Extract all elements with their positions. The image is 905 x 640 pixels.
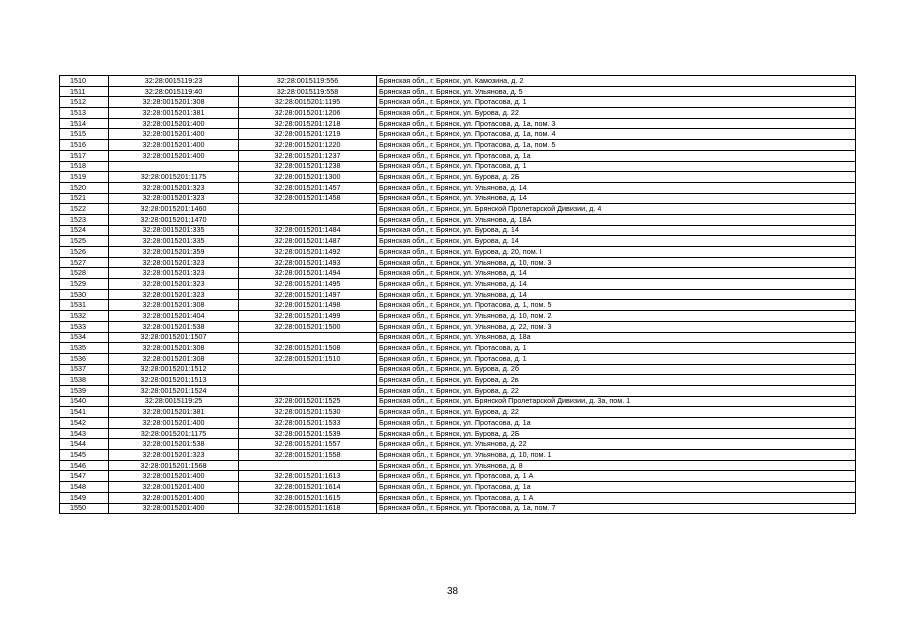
table-row: [60, 204, 856, 215]
land-cadastral-number-cell: [109, 161, 239, 172]
row-number-cell: 1510: [60, 76, 109, 87]
address-cell: Брянская обл., г. Брянск, ул. Протасова, д. 1а: [377, 482, 856, 493]
row-number-cell: 1513: [60, 108, 109, 119]
land-cadastral-number-cell: 32:28:0015119:25: [109, 396, 239, 407]
building-cadastral-number-cell: 32:28:0015201:1195: [239, 97, 377, 108]
row-number-cell: 1528: [60, 268, 109, 279]
land-cadastral-number-cell: 32:28:0015201:1470: [109, 214, 239, 225]
row-number-cell: 1548: [60, 482, 109, 493]
land-cadastral-number-cell: 32:28:0015201:323: [109, 289, 239, 300]
land-cadastral-number-cell: 32:28:0015201:323: [109, 257, 239, 268]
building-cadastral-number-cell: [239, 214, 377, 225]
table-row: [60, 279, 856, 290]
land-cadastral-number-cell: 32:28:0015201:400: [109, 492, 239, 503]
table-row: [60, 129, 856, 140]
table-row: [60, 257, 856, 268]
table-row: [60, 428, 856, 439]
land-cadastral-number-cell: 32:28:0015201:538: [109, 321, 239, 332]
row-number-cell: 1542: [60, 418, 109, 429]
land-cadastral-number-cell: 32:28:0015201:323: [109, 279, 239, 290]
row-number-cell: 1544: [60, 439, 109, 450]
building-cadastral-number-cell: [239, 460, 377, 471]
land-cadastral-number-cell: 32:28:0015201:1175: [109, 172, 239, 183]
building-cadastral-number-cell: [239, 204, 377, 215]
table-row: [60, 140, 856, 151]
address-cell: Брянская обл., г. Брянск, ул. Бурова, д. 14: [377, 225, 856, 236]
address-cell: Брянская обл., г. Брянск, ул. Ульянова, д. 14: [377, 193, 856, 204]
row-number-cell: 1519: [60, 172, 109, 183]
land-cadastral-number-cell: 32:28:0015201:323: [109, 193, 239, 204]
building-cadastral-number-cell: [239, 332, 377, 343]
address-cell: Брянская обл., г. Брянск, ул. Протасова, д. 1а: [377, 150, 856, 161]
table-row: [60, 118, 856, 129]
table-row: [60, 407, 856, 418]
row-number-cell: 1515: [60, 129, 109, 140]
table-row: [60, 460, 856, 471]
land-cadastral-number-cell: 32:28:0015201:1568: [109, 460, 239, 471]
address-cell: Брянская обл., г. Брянск, ул. Ульянова, д. 18а: [377, 332, 856, 343]
row-number-cell: 1535: [60, 343, 109, 354]
table-row: [60, 268, 856, 279]
building-cadastral-number-cell: 32:28:0015201:1508: [239, 343, 377, 354]
row-number-cell: 1520: [60, 182, 109, 193]
address-cell: Брянская обл., г. Брянск, ул. Ульянова, д. 14: [377, 268, 856, 279]
land-cadastral-number-cell: 32:28:0015201:308: [109, 300, 239, 311]
row-number-cell: 1532: [60, 311, 109, 322]
land-cadastral-number-cell: 32:28:0015201:323: [109, 268, 239, 279]
address-cell: Брянская обл., г. Брянск, ул. Ульянова, д. 14: [377, 289, 856, 300]
building-cadastral-number-cell: 32:28:0015201:1618: [239, 503, 377, 514]
building-cadastral-number-cell: [239, 364, 377, 375]
building-cadastral-number-cell: 32:28:0015201:1613: [239, 471, 377, 482]
table-row: [60, 321, 856, 332]
building-cadastral-number-cell: [239, 375, 377, 386]
land-cadastral-number-cell: 32:28:0015201:400: [109, 418, 239, 429]
land-cadastral-number-cell: 32:28:0015201:404: [109, 311, 239, 322]
address-cell: Брянская обл., г. Брянск, ул. Ульянова, д. 5: [377, 86, 856, 97]
building-cadastral-number-cell: 32:28:0015201:1494: [239, 268, 377, 279]
row-number-cell: 1537: [60, 364, 109, 375]
address-cell: Брянская обл., г. Брянск, ул. Протасова, д. 1а, пом. 7: [377, 503, 856, 514]
table-row: [60, 108, 856, 119]
building-cadastral-number-cell: 32:28:0015201:1558: [239, 450, 377, 461]
table-row: [60, 332, 856, 343]
address-cell: Брянская обл., г. Брянск, ул. Бурова, д. 14: [377, 236, 856, 247]
table-row: [60, 439, 856, 450]
land-cadastral-number-cell: 32:28:0015201:323: [109, 182, 239, 193]
page-number: 38: [446, 586, 459, 597]
row-number-cell: 1545: [60, 450, 109, 461]
table-row: [60, 418, 856, 429]
property-register-table: [59, 75, 856, 514]
address-cell: Брянская обл., г. Брянск, ул. Бурова, д. 2Б: [377, 172, 856, 183]
row-number-cell: 1514: [60, 118, 109, 129]
address-cell: Брянская обл., г. Брянск, ул. Ульянова, д. 10, пом. 3: [377, 257, 856, 268]
row-number-cell: 1540: [60, 396, 109, 407]
address-cell: Брянская обл., г. Брянск, ул. Протасова, д. 1а, пом. 5: [377, 140, 856, 151]
row-number-cell: 1534: [60, 332, 109, 343]
building-cadastral-number-cell: 32:28:0015119:556: [239, 76, 377, 87]
building-cadastral-number-cell: 32:28:0015201:1219: [239, 129, 377, 140]
land-cadastral-number-cell: 32:28:0015201:335: [109, 236, 239, 247]
table-row: [60, 385, 856, 396]
land-cadastral-number-cell: 32:28:0015201:323: [109, 450, 239, 461]
building-cadastral-number-cell: [239, 385, 377, 396]
table-row: [60, 364, 856, 375]
land-cadastral-number-cell: 32:28:0015201:1513: [109, 375, 239, 386]
land-cadastral-number-cell: 32:28:0015201:335: [109, 225, 239, 236]
row-number-cell: 1547: [60, 471, 109, 482]
row-number-cell: 1529: [60, 279, 109, 290]
row-number-cell: 1541: [60, 407, 109, 418]
land-cadastral-number-cell: 32:28:0015201:538: [109, 439, 239, 450]
table-row: [60, 236, 856, 247]
row-number-cell: 1518: [60, 161, 109, 172]
building-cadastral-number-cell: 32:28:0015201:1533: [239, 418, 377, 429]
address-cell: Брянская обл., г. Брянск, ул. Протасова, д. 1: [377, 97, 856, 108]
address-cell: Брянская обл., г. Брянск, ул. Протасова, д. 1: [377, 353, 856, 364]
building-cadastral-number-cell: 32:28:0015201:1499: [239, 311, 377, 322]
land-cadastral-number-cell: 32:28:0015119:23: [109, 76, 239, 87]
row-number-cell: 1533: [60, 321, 109, 332]
land-cadastral-number-cell: 32:28:0015201:381: [109, 407, 239, 418]
row-number-cell: 1527: [60, 257, 109, 268]
building-cadastral-number-cell: 32:28:0015201:1557: [239, 439, 377, 450]
building-cadastral-number-cell: 32:28:0015201:1487: [239, 236, 377, 247]
address-cell: Брянская обл., г. Брянск, ул. Брянской Пролетарской Дивизии, д. 4: [377, 204, 856, 215]
building-cadastral-number-cell: 32:28:0015201:1525: [239, 396, 377, 407]
table-row: [60, 492, 856, 503]
building-cadastral-number-cell: 32:28:0015201:1238: [239, 161, 377, 172]
land-cadastral-number-cell: 32:28:0015201:400: [109, 118, 239, 129]
land-cadastral-number-cell: 32:28:0015201:1512: [109, 364, 239, 375]
address-cell: Брянская обл., г. Брянск, ул. Протасова, д. 1: [377, 343, 856, 354]
row-number-cell: 1516: [60, 140, 109, 151]
land-cadastral-number-cell: 32:28:0015119:40: [109, 86, 239, 97]
address-cell: Брянская обл., г. Брянск, ул. Бурова, д. 20, пом. I: [377, 247, 856, 258]
building-cadastral-number-cell: 32:28:0015201:1457: [239, 182, 377, 193]
address-cell: Брянская обл., г. Брянск, ул. Ульянова, д. 18А: [377, 214, 856, 225]
table-row: [60, 353, 856, 364]
land-cadastral-number-cell: 32:28:0015201:308: [109, 353, 239, 364]
table-row: [60, 97, 856, 108]
table-row: [60, 375, 856, 386]
address-cell: Брянская обл., г. Брянск, ул. Брянской Пролетарской Дивизии, д. 3а, пом. 1: [377, 396, 856, 407]
building-cadastral-number-cell: 32:28:0015201:1510: [239, 353, 377, 364]
land-cadastral-number-cell: 32:28:0015201:400: [109, 482, 239, 493]
land-cadastral-number-cell: 32:28:0015201:400: [109, 140, 239, 151]
row-number-cell: 1511: [60, 86, 109, 97]
address-cell: Брянская обл., г. Брянск, ул. Ульянова, д. 14: [377, 182, 856, 193]
row-number-cell: 1538: [60, 375, 109, 386]
land-cadastral-number-cell: 32:28:0015201:400: [109, 150, 239, 161]
building-cadastral-number-cell: 32:28:0015119:558: [239, 86, 377, 97]
row-number-cell: 1531: [60, 300, 109, 311]
row-number-cell: 1546: [60, 460, 109, 471]
building-cadastral-number-cell: 32:28:0015201:1206: [239, 108, 377, 119]
address-cell: Брянская обл., г. Брянск, ул. Камозина, д. 2: [377, 76, 856, 87]
building-cadastral-number-cell: 32:28:0015201:1218: [239, 118, 377, 129]
land-cadastral-number-cell: 32:28:0015201:308: [109, 97, 239, 108]
table-row: [60, 182, 856, 193]
address-cell: Брянская обл., г. Брянск, ул. Протасова, д. 1а, пом. 4: [377, 129, 856, 140]
row-number-cell: 1539: [60, 385, 109, 396]
address-cell: Брянская обл., г. Брянск, ул. Бурова, д. 22: [377, 108, 856, 119]
land-cadastral-number-cell: 32:28:0015201:308: [109, 343, 239, 354]
table-row: [60, 471, 856, 482]
land-cadastral-number-cell: 32:28:0015201:359: [109, 247, 239, 258]
building-cadastral-number-cell: 32:28:0015201:1614: [239, 482, 377, 493]
land-cadastral-number-cell: 32:28:0015201:400: [109, 471, 239, 482]
row-number-cell: 1522: [60, 204, 109, 215]
building-cadastral-number-cell: 32:28:0015201:1495: [239, 279, 377, 290]
table-row: [60, 150, 856, 161]
row-number-cell: 1549: [60, 492, 109, 503]
row-number-cell: 1521: [60, 193, 109, 204]
address-cell: Брянская обл., г. Брянск, ул. Ульянова, д. 8: [377, 460, 856, 471]
address-cell: Брянская обл., г. Брянск, ул. Ульянова, д. 22, пом. 3: [377, 321, 856, 332]
land-cadastral-number-cell: 32:28:0015201:1524: [109, 385, 239, 396]
row-number-cell: 1512: [60, 97, 109, 108]
building-cadastral-number-cell: 32:28:0015201:1220: [239, 140, 377, 151]
table-row: [60, 247, 856, 258]
building-cadastral-number-cell: 32:28:0015201:1300: [239, 172, 377, 183]
building-cadastral-number-cell: 32:28:0015201:1484: [239, 225, 377, 236]
table-row: [60, 86, 856, 97]
building-cadastral-number-cell: 32:28:0015201:1615: [239, 492, 377, 503]
row-number-cell: 1524: [60, 225, 109, 236]
land-cadastral-number-cell: 32:28:0015201:1460: [109, 204, 239, 215]
building-cadastral-number-cell: 32:28:0015201:1493: [239, 257, 377, 268]
address-cell: Брянская обл., г. Брянск, ул. Протасова, д. 1, пом. 5: [377, 300, 856, 311]
table-row: [60, 300, 856, 311]
table-row: [60, 214, 856, 225]
row-number-cell: 1526: [60, 247, 109, 258]
table-row: [60, 450, 856, 461]
table-row: [60, 76, 856, 87]
address-cell: Брянская обл., г. Брянск, ул. Протасова, д. 1 А: [377, 492, 856, 503]
building-cadastral-number-cell: 32:28:0015201:1530: [239, 407, 377, 418]
address-cell: Брянская обл., г. Брянск, ул. Ульянова, д. 14: [377, 279, 856, 290]
address-cell: Брянская обл., г. Брянск, ул. Протасова, д. 1а, пом. 3: [377, 118, 856, 129]
address-cell: Брянская обл., г. Брянск, ул. Бурова, д. 2б: [377, 364, 856, 375]
table-row: [60, 289, 856, 300]
land-cadastral-number-cell: 32:28:0015201:400: [109, 129, 239, 140]
address-cell: Брянская обл., г. Брянск, ул. Бурова, д. 2Б: [377, 428, 856, 439]
row-number-cell: 1530: [60, 289, 109, 300]
building-cadastral-number-cell: 32:28:0015201:1539: [239, 428, 377, 439]
address-cell: Брянская обл., г. Брянск, ул. Ульянова, д. 22: [377, 439, 856, 450]
address-cell: Брянская обл., г. Брянск, ул. Ульянова, д. 10, пом. 1: [377, 450, 856, 461]
row-number-cell: 1525: [60, 236, 109, 247]
land-cadastral-number-cell: 32:28:0015201:1507: [109, 332, 239, 343]
table-row: [60, 193, 856, 204]
land-cadastral-number-cell: 32:28:0015201:400: [109, 503, 239, 514]
table-row: [60, 343, 856, 354]
table-body: [60, 76, 856, 514]
land-cadastral-number-cell: 32:28:0015201:381: [109, 108, 239, 119]
table-row: [60, 311, 856, 322]
table-row: [60, 482, 856, 493]
address-cell: Брянская обл., г. Брянск, ул. Бурова, д. 2в: [377, 375, 856, 386]
building-cadastral-number-cell: 32:28:0015201:1492: [239, 247, 377, 258]
address-cell: Брянская обл., г. Брянск, ул. Бурова, д. 22: [377, 407, 856, 418]
address-cell: Брянская обл., г. Брянск, ул. Бурова, д. 22: [377, 385, 856, 396]
address-cell: Брянская обл., г. Брянск, ул. Протасова, д. 1: [377, 161, 856, 172]
land-cadastral-number-cell: 32:28:0015201:1175: [109, 428, 239, 439]
building-cadastral-number-cell: 32:28:0015201:1497: [239, 289, 377, 300]
row-number-cell: 1523: [60, 214, 109, 225]
building-cadastral-number-cell: 32:28:0015201:1458: [239, 193, 377, 204]
address-cell: Брянская обл., г. Брянск, ул. Протасова, д. 1 А: [377, 471, 856, 482]
building-cadastral-number-cell: 32:28:0015201:1500: [239, 321, 377, 332]
row-number-cell: 1536: [60, 353, 109, 364]
building-cadastral-number-cell: 32:28:0015201:1237: [239, 150, 377, 161]
address-cell: Брянская обл., г. Брянск, ул. Протасова, д. 1а: [377, 418, 856, 429]
address-cell: Брянская обл., г. Брянск, ул. Ульянова, д. 10, пом. 2: [377, 311, 856, 322]
row-number-cell: 1517: [60, 150, 109, 161]
row-number-cell: 1543: [60, 428, 109, 439]
row-number-cell: 1550: [60, 503, 109, 514]
building-cadastral-number-cell: 32:28:0015201:1498: [239, 300, 377, 311]
table-row: [60, 172, 856, 183]
table-row: [60, 396, 856, 407]
table-row: [60, 225, 856, 236]
table-row: [60, 503, 856, 514]
table-row: [60, 161, 856, 172]
